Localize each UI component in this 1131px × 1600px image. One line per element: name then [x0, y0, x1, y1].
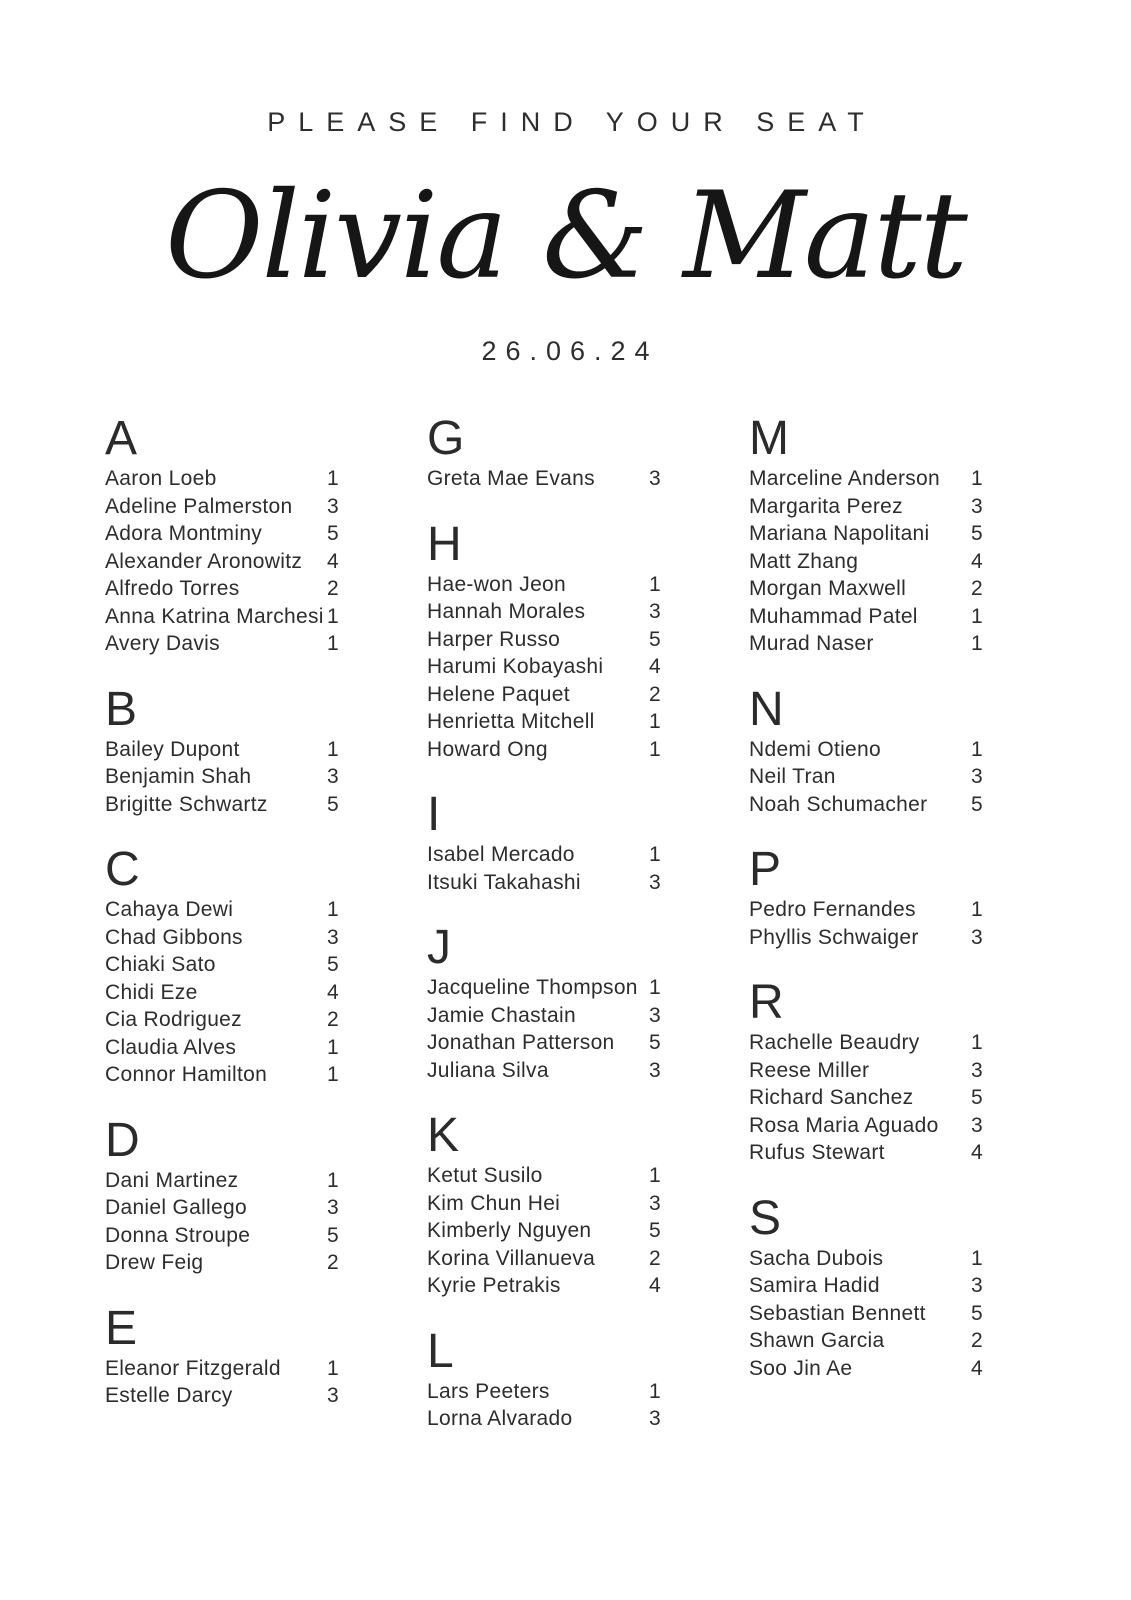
guest-name: Benjamin Shah [105, 765, 252, 788]
guest-table-number: 2 [327, 1251, 339, 1274]
guest-name: Avery Davis [105, 632, 220, 655]
letter-section [749, 412, 999, 658]
guest-name: Connor Hamilton [105, 1063, 268, 1086]
guest-name: Adora Montminy [105, 522, 263, 545]
guest-row [427, 1405, 677, 1433]
section-rows [749, 896, 999, 951]
section-rows [749, 736, 999, 819]
guest-row [427, 571, 677, 599]
guest-row [749, 493, 999, 521]
guest-row [105, 1249, 355, 1277]
guest-name: Kim Chun Hei [427, 1191, 561, 1215]
guest-name: Korina Villanueva [427, 1246, 596, 1270]
guest-name: Brigitte Schwartz [105, 792, 268, 816]
guest-row [749, 1327, 999, 1355]
guest-row [105, 465, 355, 493]
guest-table-number: 4 [971, 1356, 983, 1380]
section-letter: J [427, 921, 451, 974]
guest-row [427, 736, 677, 764]
guest-table-number: 3 [649, 1058, 661, 1082]
guest-name: Anna Katrina Marchesi [105, 604, 324, 628]
section-rows [749, 1245, 999, 1383]
guest-row [105, 1382, 355, 1410]
letter-section [427, 921, 677, 1084]
guest-table-number: 5 [649, 1219, 661, 1242]
guest-table-number: 1 [327, 632, 339, 655]
guest-table-number: 5 [327, 522, 339, 545]
guest-row [749, 603, 999, 631]
guest-table-number: 3 [327, 1196, 339, 1219]
letter-section [427, 1324, 677, 1433]
guest-table-number: 3 [649, 600, 661, 623]
guest-table-number: 5 [971, 522, 983, 545]
letter-section [105, 843, 355, 1089]
guest-table-number: 1 [327, 1035, 339, 1059]
guest-row [749, 1139, 999, 1167]
guest-name: Richard Sanchez [749, 1086, 914, 1109]
guest-table-number: 3 [649, 870, 661, 894]
guest-table-number: 2 [649, 682, 661, 706]
guest-name: Phyllis Schwaiger [749, 925, 919, 949]
guest-row [749, 1029, 999, 1057]
guest-name: Lorna Alvarado [427, 1407, 573, 1430]
guest-name: Hae-won Jeon [427, 572, 567, 596]
guest-row [749, 763, 999, 791]
guest-name: Jonathan Patterson [427, 1031, 615, 1054]
section-rows [105, 896, 355, 1089]
guest-name: Helene Paquet [427, 682, 570, 706]
section-rows [427, 465, 677, 493]
guest-table-number: 1 [327, 898, 339, 921]
guest-name: Greta Mae Evans [427, 467, 595, 490]
guest-row [749, 1084, 999, 1112]
guest-table-number: 3 [649, 467, 661, 490]
guest-column [427, 412, 677, 1433]
section-letter: H [427, 517, 462, 571]
guest-row [105, 791, 355, 819]
section-rows [427, 1378, 677, 1433]
guest-row [105, 951, 355, 979]
guest-name: Reese Miller [749, 1058, 870, 1082]
section-letter: M [749, 412, 789, 465]
guest-name: Alexander Aronowitz [105, 549, 303, 573]
letter-section [105, 1113, 355, 1277]
section-letter: D [105, 1113, 140, 1167]
guest-name: Ketut Susilo [427, 1164, 543, 1187]
guest-row [749, 791, 999, 819]
section-rows [105, 465, 355, 658]
guest-row [427, 681, 677, 709]
section-letter: G [427, 412, 465, 465]
guest-row [749, 1112, 999, 1140]
guest-row [749, 548, 999, 576]
guest-row [427, 708, 677, 736]
guest-table-number: 1 [649, 843, 661, 866]
guest-name: Dani Martinez [105, 1168, 239, 1192]
guest-row [749, 896, 999, 924]
guest-row [105, 1167, 355, 1195]
guest-table-number: 2 [649, 1246, 661, 1270]
guest-row [749, 575, 999, 603]
section-letter: P [749, 843, 782, 896]
guest-name: Isabel Mercado [427, 843, 575, 866]
guest-row [105, 493, 355, 521]
guest-row [105, 575, 355, 603]
guest-table-number: 1 [649, 976, 661, 999]
guest-row [749, 1272, 999, 1300]
guest-row [105, 1355, 355, 1383]
guest-row [749, 1057, 999, 1085]
guest-name: Aaron Loeb [105, 467, 217, 490]
section-letter: A [105, 412, 138, 465]
guest-row [105, 896, 355, 924]
guest-table-number: 1 [971, 1031, 983, 1054]
guest-table-number: 1 [971, 737, 983, 761]
guest-table-number: 5 [649, 627, 661, 651]
event-date: 26.06.24 [481, 336, 659, 366]
guest-row [749, 736, 999, 764]
guest-name: Sacha Dubois [749, 1246, 884, 1270]
guest-row [427, 1378, 677, 1406]
guest-name: Samira Hadid [749, 1274, 880, 1297]
guest-table-number: 3 [649, 1407, 661, 1430]
guest-row [749, 630, 999, 658]
guest-row [105, 1061, 355, 1089]
guest-name: Lars Peeters [427, 1379, 550, 1403]
guest-name: Muhammad Patel [749, 604, 918, 628]
guest-row [105, 520, 355, 548]
guest-row [427, 1057, 677, 1085]
guest-table-number: 1 [971, 604, 983, 628]
guest-name: Bailey Dupont [105, 737, 240, 761]
guest-table-number: 3 [971, 494, 983, 518]
guest-name: Sebastian Bennett [749, 1301, 926, 1325]
guest-table-number: 2 [327, 577, 339, 600]
guest-table-number: 5 [971, 792, 983, 816]
letter-section [749, 682, 999, 819]
guest-row [427, 974, 677, 1002]
guest-table-number: 1 [327, 1168, 339, 1192]
guest-name: Kimberly Nguyen [427, 1219, 592, 1242]
section-letter: B [105, 682, 138, 736]
section-rows [427, 571, 677, 764]
guest-row [105, 548, 355, 576]
guest-row [749, 1245, 999, 1273]
guest-name: Shawn Garcia [749, 1329, 885, 1352]
guest-name: Henrietta Mitchell [427, 710, 595, 733]
guest-name: Rufus Stewart [749, 1141, 885, 1164]
guest-name: Estelle Darcy [105, 1384, 233, 1407]
guest-name: Harper Russo [427, 627, 561, 651]
section-rows [105, 736, 355, 819]
guest-table-number: 5 [971, 1086, 983, 1109]
guest-name: Hannah Morales [427, 600, 586, 623]
guest-row [749, 1355, 999, 1383]
section-rows [105, 1355, 355, 1410]
guest-name: Harumi Kobayashi [427, 655, 604, 678]
section-rows [427, 974, 677, 1084]
guest-table-number: 5 [327, 953, 339, 976]
guest-table-number: 2 [327, 1008, 339, 1031]
guest-table-number: 3 [327, 925, 339, 949]
guest-row [427, 1217, 677, 1245]
guest-name: Juliana Silva [427, 1058, 549, 1082]
guest-name: Chidi Eze [105, 980, 198, 1004]
guest-table-number: 3 [971, 1274, 983, 1297]
guest-name: Rosa Maria Aguado [749, 1113, 939, 1137]
guest-table-number: 3 [327, 494, 339, 518]
guest-row [105, 763, 355, 791]
guest-name: Alfredo Torres [105, 577, 240, 600]
letter-section [105, 1301, 355, 1410]
guest-name: Drew Feig [105, 1251, 204, 1274]
guest-column [749, 412, 999, 1433]
guest-table-number: 1 [327, 1063, 339, 1086]
guest-row [105, 979, 355, 1007]
guest-table-number: 5 [971, 1301, 983, 1325]
guest-table-number: 5 [649, 1031, 661, 1054]
guest-name: Murad Naser [749, 632, 874, 655]
guest-columns [0, 412, 1131, 1433]
guest-row [427, 598, 677, 626]
section-rows [105, 1167, 355, 1277]
guest-row [427, 653, 677, 681]
guest-name: Kyrie Petrakis [427, 1274, 561, 1297]
guest-table-number: 3 [971, 925, 983, 949]
letter-section [749, 976, 999, 1167]
guest-table-number: 2 [971, 577, 983, 600]
section-letter: R [749, 976, 784, 1029]
guest-row [427, 841, 677, 869]
guest-row [105, 630, 355, 658]
section-letter: I [427, 788, 441, 841]
section-rows [749, 465, 999, 658]
eyebrow-title: PLEASE FIND YOUR SEAT [267, 107, 877, 137]
guest-table-number: 2 [971, 1329, 983, 1352]
letter-section [427, 412, 677, 493]
guest-name: Ndemi Otieno [749, 737, 881, 761]
guest-table-number: 5 [327, 792, 339, 816]
section-letter: K [427, 1109, 460, 1162]
guest-name: Adeline Palmerston [105, 494, 293, 518]
section-rows [427, 841, 677, 896]
guest-table-number: 3 [327, 1384, 339, 1407]
guest-column [105, 412, 355, 1433]
section-letter: S [749, 1191, 782, 1245]
guest-table-number: 1 [327, 737, 339, 761]
guest-row [427, 869, 677, 897]
guest-row [427, 1002, 677, 1030]
letter-section [427, 788, 677, 896]
guest-name: Claudia Alves [105, 1035, 237, 1059]
guest-row [105, 924, 355, 952]
guest-table-number: 5 [327, 1223, 339, 1247]
guest-name: Cahaya Dewi [105, 898, 234, 921]
guest-table-number: 4 [649, 655, 661, 678]
guest-row [105, 1006, 355, 1034]
couple-names: Olivia & Matt [165, 167, 966, 306]
guest-table-number: 1 [649, 1164, 661, 1187]
guest-table-number: 1 [649, 737, 661, 761]
letter-section [749, 1191, 999, 1383]
guest-table-number: 1 [971, 1246, 983, 1270]
guest-name: Neil Tran [749, 765, 836, 788]
guest-name: Itsuki Takahashi [427, 870, 581, 894]
chart-header [0, 0, 1131, 368]
guest-table-number: 1 [327, 604, 339, 628]
letter-section [427, 517, 677, 764]
guest-table-number: 1 [971, 632, 983, 655]
guest-table-number: 3 [649, 1003, 661, 1027]
guest-row [105, 1034, 355, 1062]
guest-table-number: 1 [649, 710, 661, 733]
section-letter: C [105, 843, 140, 896]
guest-name: Eleanor Fitzgerald [105, 1356, 281, 1380]
guest-row [427, 626, 677, 654]
letter-section [105, 412, 355, 658]
guest-row [427, 1272, 677, 1300]
section-letter: E [105, 1301, 138, 1355]
guest-table-number: 1 [971, 467, 983, 490]
guest-table-number: 4 [649, 1274, 661, 1297]
guest-row [105, 1194, 355, 1222]
guest-row [749, 1300, 999, 1328]
guest-row [427, 1190, 677, 1218]
letter-section [749, 843, 999, 951]
guest-row [427, 1162, 677, 1190]
letter-section [427, 1109, 677, 1300]
guest-table-number: 1 [327, 1356, 339, 1380]
guest-name: Jamie Chastain [427, 1003, 576, 1027]
guest-row [749, 520, 999, 548]
guest-name: Rachelle Beaudry [749, 1031, 920, 1054]
guest-name: Donna Stroupe [105, 1223, 251, 1247]
guest-name: Noah Schumacher [749, 792, 928, 816]
guest-name: Mariana Napolitani [749, 522, 930, 545]
guest-row [427, 1245, 677, 1273]
guest-row [105, 736, 355, 764]
guest-table-number: 4 [971, 1141, 983, 1164]
guest-table-number: 4 [971, 549, 983, 573]
section-letter: N [749, 682, 784, 736]
guest-name: Howard Ong [427, 737, 548, 761]
guest-row [749, 924, 999, 952]
guest-row [749, 465, 999, 493]
guest-table-number: 3 [971, 1058, 983, 1082]
guest-name: Marceline Anderson [749, 467, 941, 490]
guest-row [105, 603, 355, 631]
guest-name: Pedro Fernandes [749, 898, 916, 921]
guest-name: Chad Gibbons [105, 925, 243, 949]
guest-name: Soo Jin Ae [749, 1356, 853, 1380]
section-rows [749, 1029, 999, 1167]
guest-name: Morgan Maxwell [749, 577, 907, 600]
guest-table-number: 1 [649, 1379, 661, 1403]
guest-name: Matt Zhang [749, 549, 859, 573]
guest-table-number: 4 [327, 549, 339, 573]
guest-table-number: 4 [327, 980, 339, 1004]
guest-name: Chiaki Sato [105, 953, 216, 976]
guest-row [427, 465, 677, 493]
guest-table-number: 3 [971, 1113, 983, 1137]
section-letter: L [427, 1324, 454, 1378]
guest-table-number: 3 [971, 765, 983, 788]
guest-row [105, 1222, 355, 1250]
guest-table-number: 1 [971, 898, 983, 921]
letter-section [105, 682, 355, 819]
guest-table-number: 3 [649, 1191, 661, 1215]
section-rows [427, 1162, 677, 1300]
guest-name: Cia Rodriguez [105, 1008, 242, 1031]
guest-table-number: 3 [327, 765, 339, 788]
guest-name: Margarita Perez [749, 494, 903, 518]
guest-name: Jacqueline Thompson [427, 976, 638, 999]
guest-table-number: 1 [327, 467, 339, 490]
guest-name: Daniel Gallego [105, 1196, 247, 1219]
guest-table-number: 1 [649, 572, 661, 596]
guest-row [427, 1029, 677, 1057]
